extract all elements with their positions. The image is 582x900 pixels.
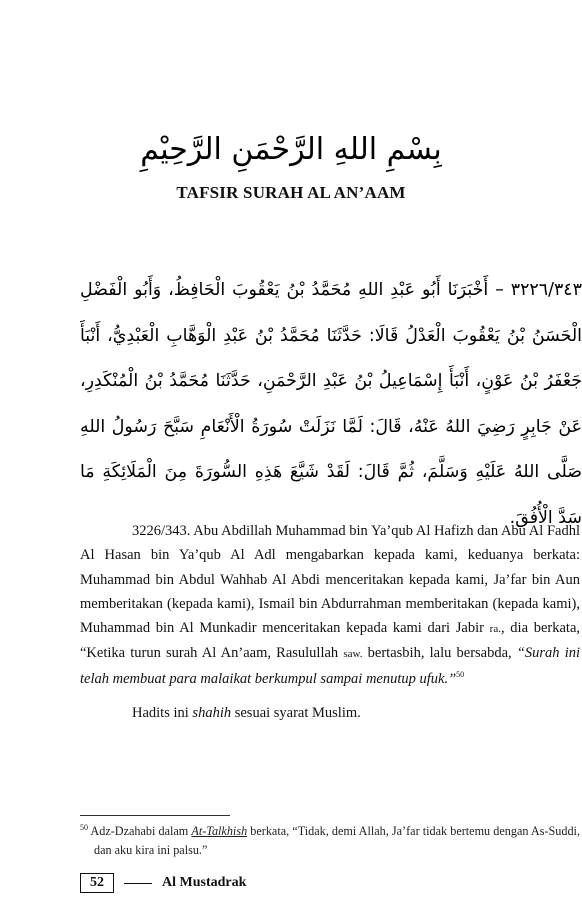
footnote-number: 50 [80,822,88,832]
translation-part-1: 3226/343. Abu Abdillah Muhammad bin Ya’qub Al Hafizh dan Abu Al Fadhl Al Hasan bin Ya’qub Al Adl mengabarkan kepada kami, keduanya berkata: Muhammad bin Abdul Wahhab Al Abdi menceritakan kepada kami, Ja’far bin Aun memberitakan (kepada kami), Ismail bin Abdurrahman memberitakan (kepada kami), Muhammad bin Al Munkadir menceritakan kepada kami dari Jabir [80,523,580,637]
translation-text [80,519,580,725]
footnote-text-b: berkata, “Tidak, demi Allah, Ja’far tidak bertemu dengan As-Suddi, dan aku kira ini palsu.” [94,824,580,857]
translation-part-3: bertasbih, lalu bersabda, [362,645,517,662]
book-title: Al Mustadrak [162,875,247,890]
footnote-text-a: Adz-Dzahabi dalam [88,824,192,838]
footnote-reference: 50 [456,669,465,679]
honorific-radhiyallahu-mark: ra. [489,623,501,636]
footnote-divider [80,815,230,816]
footer-dash-ornament [124,883,152,884]
page-number: 52 [80,873,114,893]
arabic-hadith-text: ٣٢٢٦/٣٤٣ – أَخْبَرَنَا أَبُو عَبْدِ اللهِ مُحَمَّدُ بْنُ يَعْقُوبَ الْحَافِظُ، وَأَبُو الْفَضْلِ الْحَسَنُ بْنُ يَعْقُوبَ الْعَدْلُ قَالَا: حَدَّثَنَا مُحَمَّدُ بْنُ عَبْدِ الْوَهَّابِ الْعَبْدِيُّ، أَنْبَأَ جَعْفَرُ بْنُ عَوْنٍ، أَنْبَأَ إِسْمَاعِيلُ بْنُ عَبْدِ الرَّحْمَنِ، حَدَّثَنَا مُحَمَّدُ بْنُ الْمُنْكَدِرِ، عَنْ جَابِرٍ رَضِيَ اللهُ عَنْهُ، قَالَ: لَمَّا نَزَلَتْ سُورَةُ الْأَنْعَامِ سَبَّحَ رَسُولُ اللهِ صَلَّى اللهُ عَلَيْهِ وَسَلَّمَ، ثُمَّ قَالَ: لَقَدْ شَيَّعَ هَذِهِ السُّورَةَ مِنَ الْمَلَائِكَةِ مَا سَدَّ الْأُفُقَ. [80,280,582,528]
page-footer [80,872,246,894]
honorific-salawat-mark: saw. [343,648,363,661]
translation-paragraph [80,519,580,691]
hadith-quote: “Surah ini telah membuat para malaikat berkumpul sampai menutup ufuk.” [80,645,581,687]
footnote [80,822,580,860]
grading-prefix: Hadits ini [132,705,193,722]
surah-title: TAFSIR SURAH AL AN’AAM [176,183,406,202]
footnote-source: At-Talkhish [191,824,248,838]
grading-term: shahih [192,705,232,722]
grading-suffix: sesuai syarat Muslim. [231,705,361,722]
footnote-body [80,822,580,860]
translation-part-2: , dia berkata, “Ketika turun surah Al An’aam, Rasulullah [80,620,580,662]
grading-paragraph [80,701,580,725]
basmala: بِسْمِ اللهِ الرَّحْمَنِ الرَّحِيْمِ [140,132,442,167]
